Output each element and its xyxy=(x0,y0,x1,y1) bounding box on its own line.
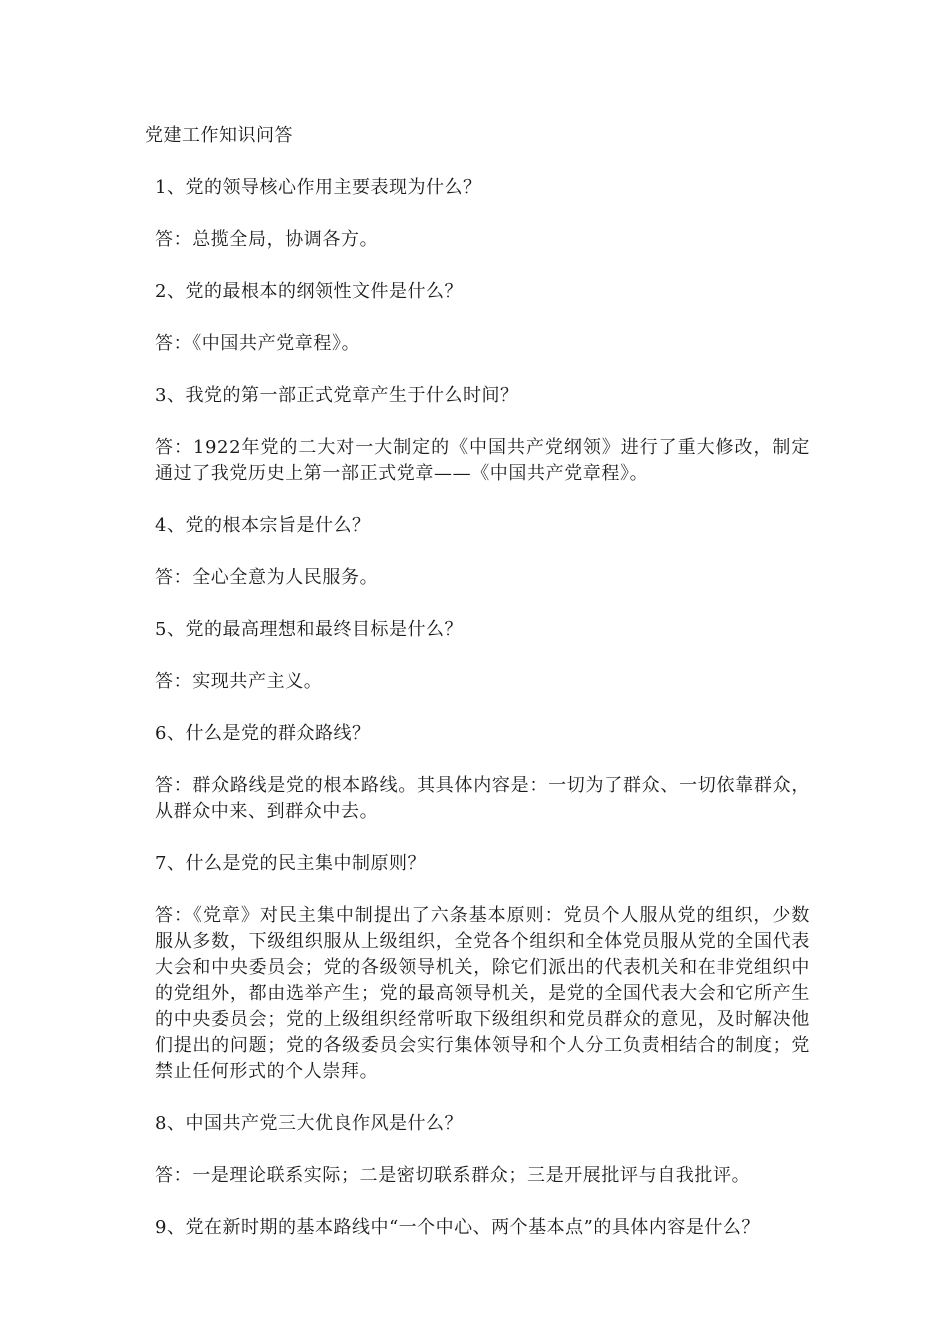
question-7: 7、什么是党的民主集中制原则？ xyxy=(155,853,426,874)
answer-3: 答：1922年党的二大对一大制定的《中国共产党纲领》进行了重大修改，制定通过了我党历史上第一部正式党章——《中国共产党章程》。 xyxy=(155,437,810,484)
question-4: 4、党的根本宗旨是什么？ xyxy=(155,515,371,536)
answer-7: 答：《党章》对民主集中制提出了六条基本原则：党员个人服从党的组织，少数服从多数，下级组织服从上级组织，全党各个组织和全体党员服从党的全国代表大会和中央委员会；党的各级领导机关，除它们派出的代表机关和在非党组织中的党组外，都由选举产生；党的最高领导机关，是党的全国代表大会和它所产生的中央委员会；党的上级组织经常听取下级组织和党员群众的意见，及时解决他们提出的问题；党的各级委员会实行集体领导和个人分工负责相结合的制度；党禁止任何形式的个人崇拜。 xyxy=(155,905,810,1082)
qa-list xyxy=(145,175,810,1241)
question-9: 9、党在新时期的基本路线中“一个中心、两个基本点”的具体内容是什么？ xyxy=(155,1217,760,1238)
question-6: 6、什么是党的群众路线？ xyxy=(155,723,371,744)
document-body xyxy=(145,122,810,1267)
answer-1: 答：总揽全局，协调各方。 xyxy=(155,229,379,250)
answer-4: 答：全心全意为人民服务。 xyxy=(155,567,379,588)
question-1: 1、党的领导核心作用主要表现为什么？ xyxy=(155,177,482,198)
question-3: 3、我党的第一部正式党章产生于什么时间？ xyxy=(155,385,519,406)
answer-6: 答：群众路线是党的根本路线。其具体内容是：一切为了群众、一切依靠群众，从群众中来、到群众中去。 xyxy=(155,775,810,822)
document-title: 党建工作知识问答 xyxy=(145,125,293,146)
answer-5: 答：实现共产主义。 xyxy=(155,671,323,692)
answer-2: 答：《中国共产党章程》。 xyxy=(155,333,361,354)
question-8: 8、中国共产党三大优良作风是什么？ xyxy=(155,1113,463,1134)
answer-8: 答：一是理论联系实际；二是密切联系群众；三是开展批评与自我批评。 xyxy=(155,1165,751,1186)
question-2: 2、党的最根本的纲领性文件是什么？ xyxy=(155,281,463,302)
question-5: 5、党的最高理想和最终目标是什么？ xyxy=(155,619,463,640)
